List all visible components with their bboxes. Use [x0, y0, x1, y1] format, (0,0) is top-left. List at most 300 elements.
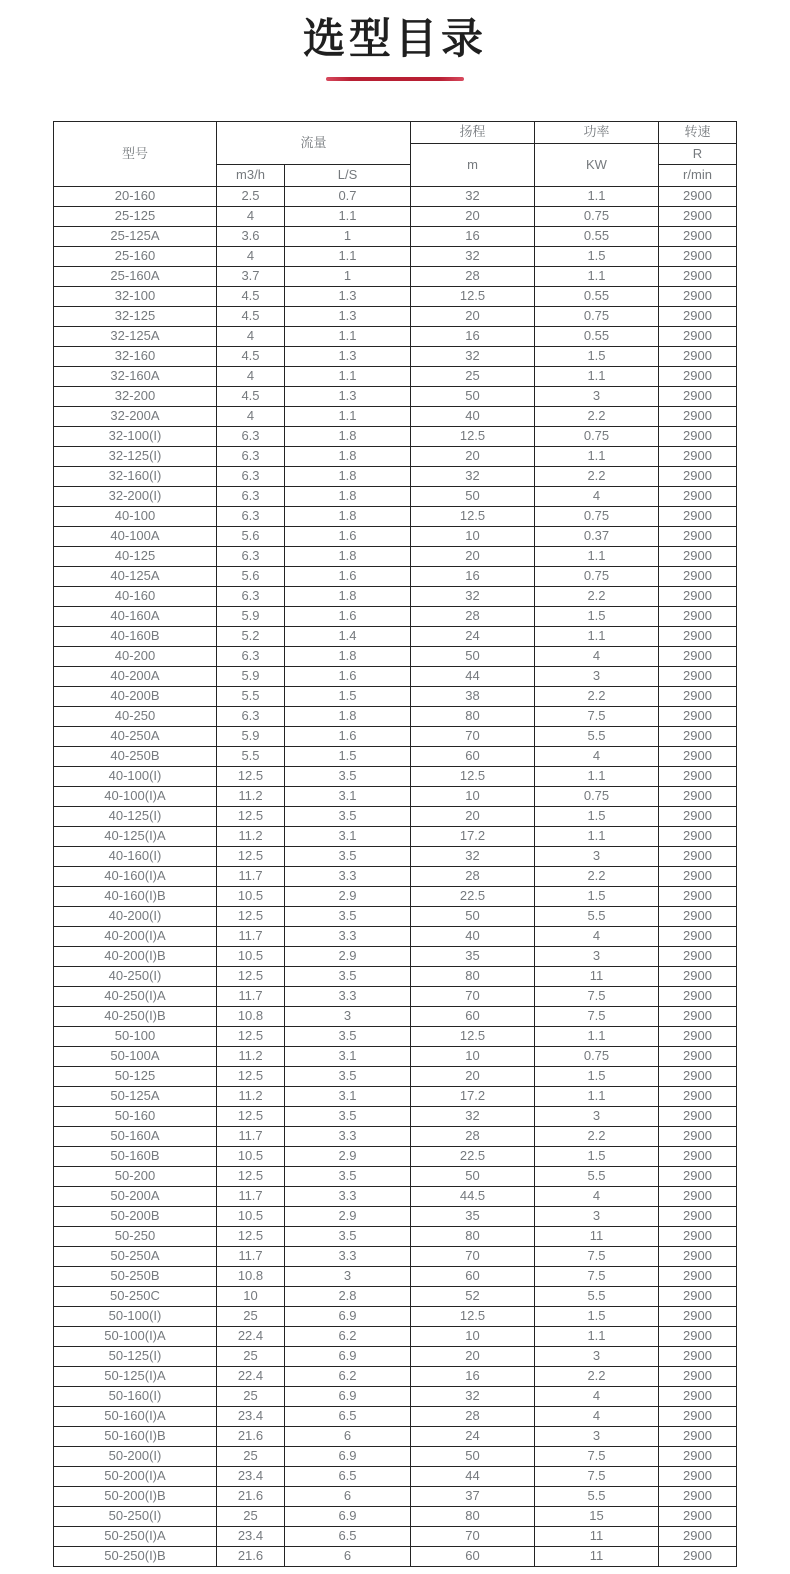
model-cell: 40-250A — [53, 727, 216, 747]
value-cell: 70 — [411, 987, 535, 1007]
model-cell: 40-200 — [53, 647, 216, 667]
value-cell: 44.5 — [411, 1187, 535, 1207]
value-cell: 4 — [535, 927, 659, 947]
model-cell: 40-200(I)A — [53, 927, 216, 947]
table-row — [53, 807, 736, 827]
value-cell: 6.3 — [216, 427, 284, 447]
table-row — [53, 387, 736, 407]
value-cell: 2.9 — [284, 1207, 410, 1227]
table-row — [53, 267, 736, 287]
value-cell: 6.3 — [216, 587, 284, 607]
value-cell: 1.1 — [284, 247, 410, 267]
value-cell: 4 — [535, 1187, 659, 1207]
value-cell: 28 — [411, 607, 535, 627]
value-cell: 1.5 — [535, 807, 659, 827]
value-cell: 21.6 — [216, 1427, 284, 1447]
table-row — [53, 907, 736, 927]
value-cell: 1.1 — [535, 1087, 659, 1107]
value-cell: 2900 — [659, 1267, 737, 1287]
table-row — [53, 507, 736, 527]
value-cell: 2.2 — [535, 687, 659, 707]
model-cell: 32-125(I) — [53, 447, 216, 467]
value-cell: 1.8 — [284, 447, 410, 467]
value-cell: 10 — [411, 1327, 535, 1347]
value-cell: 2900 — [659, 747, 737, 767]
value-cell: 3 — [535, 1347, 659, 1367]
model-cell: 40-250(I)A — [53, 987, 216, 1007]
value-cell: 1.1 — [284, 207, 410, 227]
value-cell: 3.7 — [216, 267, 284, 287]
value-cell: 3.5 — [284, 1227, 410, 1247]
table-row — [53, 647, 736, 667]
value-cell: 4.5 — [216, 287, 284, 307]
value-cell: 12.5 — [216, 807, 284, 827]
value-cell: 2900 — [659, 1487, 737, 1507]
model-cell: 50-200B — [53, 1207, 216, 1227]
value-cell: 20 — [411, 447, 535, 467]
value-cell: 1 — [284, 267, 410, 287]
value-cell: 44 — [411, 1467, 535, 1487]
value-cell: 3.3 — [284, 927, 410, 947]
value-cell: 2900 — [659, 507, 737, 527]
value-cell: 1.3 — [284, 307, 410, 327]
table-row — [53, 667, 736, 687]
table-row — [53, 627, 736, 647]
value-cell: 1.1 — [535, 1327, 659, 1347]
value-cell: 0.55 — [535, 287, 659, 307]
value-cell: 3.1 — [284, 827, 410, 847]
value-cell: 3 — [535, 667, 659, 687]
table-row — [53, 1047, 736, 1067]
value-cell: 6.3 — [216, 447, 284, 467]
value-cell: 3 — [535, 1107, 659, 1127]
value-cell: 2900 — [659, 767, 737, 787]
value-cell: 20 — [411, 1067, 535, 1087]
model-cell: 32-125 — [53, 307, 216, 327]
value-cell: 12.5 — [216, 907, 284, 927]
value-cell: 0.75 — [535, 567, 659, 587]
value-cell: 2900 — [659, 647, 737, 667]
value-cell: 32 — [411, 1107, 535, 1127]
value-cell: 4.5 — [216, 347, 284, 367]
value-cell: 3.3 — [284, 1247, 410, 1267]
table-row — [53, 567, 736, 587]
value-cell: 12.5 — [216, 767, 284, 787]
value-cell: 6.9 — [284, 1347, 410, 1367]
value-cell: 32 — [411, 587, 535, 607]
value-cell: 10.5 — [216, 1147, 284, 1167]
value-cell: 1.5 — [535, 347, 659, 367]
model-cell: 25-125A — [53, 227, 216, 247]
table-row — [53, 1507, 736, 1527]
value-cell: 0.75 — [535, 307, 659, 327]
value-cell: 3.1 — [284, 787, 410, 807]
table-row — [53, 207, 736, 227]
value-cell: 2900 — [659, 827, 737, 847]
value-cell: 12.5 — [411, 1307, 535, 1327]
value-cell: 3.5 — [284, 967, 410, 987]
table-row — [53, 1367, 736, 1387]
value-cell: 60 — [411, 1267, 535, 1287]
title-underline — [326, 77, 464, 81]
value-cell: 2900 — [659, 1447, 737, 1467]
value-cell: 2900 — [659, 447, 737, 467]
value-cell: 2.2 — [535, 587, 659, 607]
value-cell: 1.5 — [535, 887, 659, 907]
value-cell: 0.7 — [284, 187, 410, 207]
model-cell: 50-200 — [53, 1167, 216, 1187]
value-cell: 3 — [535, 387, 659, 407]
table-row — [53, 947, 736, 967]
model-cell: 40-100A — [53, 527, 216, 547]
model-cell: 50-125 — [53, 1067, 216, 1087]
header-row-1 — [53, 122, 736, 144]
value-cell: 4 — [216, 367, 284, 387]
value-cell: 3.3 — [284, 1187, 410, 1207]
value-cell: 1.1 — [535, 547, 659, 567]
model-cell: 40-200(I) — [53, 907, 216, 927]
value-cell: 17.2 — [411, 827, 535, 847]
model-cell: 50-250(I)B — [53, 1547, 216, 1567]
value-cell: 6.2 — [284, 1327, 410, 1347]
value-cell: 22.5 — [411, 1147, 535, 1167]
value-cell: 1.5 — [535, 247, 659, 267]
value-cell: 1.6 — [284, 667, 410, 687]
value-cell: 20 — [411, 807, 535, 827]
model-cell: 40-160A — [53, 607, 216, 627]
value-cell: 2900 — [659, 287, 737, 307]
value-cell: 2900 — [659, 1227, 737, 1247]
value-cell: 6.5 — [284, 1407, 410, 1427]
table-row — [53, 847, 736, 867]
value-cell: 2900 — [659, 187, 737, 207]
value-cell: 32 — [411, 187, 535, 207]
table-row — [53, 987, 736, 1007]
model-cell: 50-125A — [53, 1087, 216, 1107]
value-cell: 2900 — [659, 487, 737, 507]
table-row — [53, 1427, 736, 1447]
model-cell: 40-250 — [53, 707, 216, 727]
table-row — [53, 727, 736, 747]
value-cell: 2900 — [659, 687, 737, 707]
value-cell: 10.8 — [216, 1007, 284, 1027]
value-cell: 1.5 — [535, 607, 659, 627]
value-cell: 3.5 — [284, 1067, 410, 1087]
value-cell: 38 — [411, 687, 535, 707]
value-cell: 2900 — [659, 1427, 737, 1447]
model-cell: 50-200(I)B — [53, 1487, 216, 1507]
value-cell: 1.1 — [535, 367, 659, 387]
value-cell: 25 — [216, 1507, 284, 1527]
table-row — [53, 247, 736, 267]
table-row — [53, 1447, 736, 1467]
value-cell: 3 — [284, 1007, 410, 1027]
value-cell: 1.8 — [284, 467, 410, 487]
value-cell: 70 — [411, 1247, 535, 1267]
table-row — [53, 687, 736, 707]
value-cell: 11.7 — [216, 1187, 284, 1207]
value-cell: 25 — [411, 367, 535, 387]
table-row — [53, 1527, 736, 1547]
page-title: 选型目录 — [302, 15, 487, 62]
value-cell: 1.1 — [284, 407, 410, 427]
model-cell: 20-160 — [53, 187, 216, 207]
value-cell: 2900 — [659, 847, 737, 867]
value-cell: 5.5 — [216, 687, 284, 707]
value-cell: 2.2 — [535, 1367, 659, 1387]
value-cell: 2.8 — [284, 1287, 410, 1307]
model-cell: 50-160(I)B — [53, 1427, 216, 1447]
value-cell: 0.37 — [535, 527, 659, 547]
value-cell: 2900 — [659, 1407, 737, 1427]
model-cell: 50-100A — [53, 1047, 216, 1067]
value-cell: 32 — [411, 247, 535, 267]
value-cell: 22.4 — [216, 1367, 284, 1387]
value-cell: 1.1 — [535, 187, 659, 207]
pump-spec-table — [53, 121, 737, 1567]
model-cell: 32-100(I) — [53, 427, 216, 447]
value-cell: 2900 — [659, 267, 737, 287]
model-cell: 25-160 — [53, 247, 216, 267]
header-speed-r: R — [659, 144, 737, 165]
value-cell: 4.5 — [216, 307, 284, 327]
value-cell: 1.4 — [284, 627, 410, 647]
value-cell: 4.5 — [216, 387, 284, 407]
value-cell: 7.5 — [535, 1247, 659, 1267]
value-cell: 5.5 — [535, 1487, 659, 1507]
value-cell: 1.1 — [535, 627, 659, 647]
table-row — [53, 307, 736, 327]
value-cell: 6.5 — [284, 1467, 410, 1487]
value-cell: 16 — [411, 1367, 535, 1387]
value-cell: 2900 — [659, 1307, 737, 1327]
table-row — [53, 967, 736, 987]
value-cell: 32 — [411, 847, 535, 867]
value-cell: 3.1 — [284, 1047, 410, 1067]
value-cell: 7.5 — [535, 987, 659, 1007]
value-cell: 2900 — [659, 347, 737, 367]
value-cell: 24 — [411, 1427, 535, 1447]
value-cell: 60 — [411, 1547, 535, 1567]
table-row — [53, 887, 736, 907]
table-row — [53, 767, 736, 787]
value-cell: 1.8 — [284, 507, 410, 527]
value-cell: 1.5 — [535, 1067, 659, 1087]
value-cell: 0.75 — [535, 427, 659, 447]
value-cell: 2900 — [659, 727, 737, 747]
value-cell: 11.7 — [216, 1127, 284, 1147]
value-cell: 3.5 — [284, 807, 410, 827]
table-row — [53, 227, 736, 247]
value-cell: 4 — [216, 327, 284, 347]
value-cell: 3 — [535, 847, 659, 867]
model-cell: 50-200A — [53, 1187, 216, 1207]
value-cell: 7.5 — [535, 1007, 659, 1027]
model-cell: 50-250(I) — [53, 1507, 216, 1527]
value-cell: 6 — [284, 1547, 410, 1567]
value-cell: 3.3 — [284, 987, 410, 1007]
value-cell: 2900 — [659, 1187, 737, 1207]
value-cell: 10 — [411, 1047, 535, 1067]
value-cell: 25 — [216, 1447, 284, 1467]
value-cell: 80 — [411, 967, 535, 987]
value-cell: 0.75 — [535, 207, 659, 227]
value-cell: 2900 — [659, 427, 737, 447]
value-cell: 2.9 — [284, 947, 410, 967]
value-cell: 2900 — [659, 227, 737, 247]
value-cell: 25 — [216, 1347, 284, 1367]
value-cell: 12.5 — [411, 427, 535, 447]
table-row — [53, 367, 736, 387]
value-cell: 37 — [411, 1487, 535, 1507]
header-speed: 转速 — [659, 122, 737, 144]
value-cell: 2900 — [659, 387, 737, 407]
value-cell: 2900 — [659, 1527, 737, 1547]
model-cell: 32-125A — [53, 327, 216, 347]
value-cell: 23.4 — [216, 1467, 284, 1487]
value-cell: 28 — [411, 267, 535, 287]
value-cell: 6.3 — [216, 647, 284, 667]
value-cell: 1.8 — [284, 647, 410, 667]
value-cell: 7.5 — [535, 1447, 659, 1467]
value-cell: 16 — [411, 567, 535, 587]
value-cell: 23.4 — [216, 1527, 284, 1547]
value-cell: 2.9 — [284, 887, 410, 907]
header-flow: 流量 — [216, 122, 410, 165]
table-row — [53, 447, 736, 467]
value-cell: 11 — [535, 1227, 659, 1247]
model-cell: 50-200(I)A — [53, 1467, 216, 1487]
value-cell: 17.2 — [411, 1087, 535, 1107]
table-row — [53, 547, 736, 567]
model-cell: 32-160(I) — [53, 467, 216, 487]
model-cell: 40-200(I)B — [53, 947, 216, 967]
value-cell: 28 — [411, 1407, 535, 1427]
table-row — [53, 1107, 736, 1127]
value-cell: 3.5 — [284, 847, 410, 867]
value-cell: 6.3 — [216, 487, 284, 507]
value-cell: 4 — [535, 647, 659, 667]
value-cell: 2900 — [659, 307, 737, 327]
table-row — [53, 1267, 736, 1287]
value-cell: 11 — [535, 1547, 659, 1567]
value-cell: 3 — [284, 1267, 410, 1287]
value-cell: 2900 — [659, 947, 737, 967]
header-speed-unit: r/min — [659, 165, 737, 187]
value-cell: 2900 — [659, 367, 737, 387]
value-cell: 24 — [411, 627, 535, 647]
value-cell: 11.7 — [216, 927, 284, 947]
value-cell: 1.1 — [535, 827, 659, 847]
value-cell: 11.7 — [216, 1247, 284, 1267]
model-cell: 32-200(I) — [53, 487, 216, 507]
value-cell: 12.5 — [216, 1227, 284, 1247]
table-row — [53, 287, 736, 307]
value-cell: 1.8 — [284, 427, 410, 447]
table-row — [53, 607, 736, 627]
value-cell: 28 — [411, 1127, 535, 1147]
model-cell: 40-250(I)B — [53, 1007, 216, 1027]
value-cell: 5.9 — [216, 727, 284, 747]
value-cell: 3 — [535, 947, 659, 967]
header-power: 功率 — [535, 122, 659, 144]
value-cell: 2900 — [659, 1387, 737, 1407]
table-row — [53, 827, 736, 847]
value-cell: 1.1 — [535, 1027, 659, 1047]
value-cell: 20 — [411, 307, 535, 327]
value-cell: 11.7 — [216, 867, 284, 887]
value-cell: 80 — [411, 1507, 535, 1527]
value-cell: 7.5 — [535, 1467, 659, 1487]
table-body — [53, 187, 736, 1567]
model-cell: 50-250C — [53, 1287, 216, 1307]
value-cell: 3.5 — [284, 907, 410, 927]
value-cell: 6.5 — [284, 1527, 410, 1547]
value-cell: 2900 — [659, 1007, 737, 1027]
value-cell: 22.4 — [216, 1327, 284, 1347]
value-cell: 0.55 — [535, 227, 659, 247]
value-cell: 3.3 — [284, 867, 410, 887]
value-cell: 25 — [216, 1307, 284, 1327]
value-cell: 7.5 — [535, 707, 659, 727]
value-cell: 10.5 — [216, 947, 284, 967]
value-cell: 3.5 — [284, 1167, 410, 1187]
table-row — [53, 467, 736, 487]
model-cell: 50-125(I)A — [53, 1367, 216, 1387]
value-cell: 2900 — [659, 1027, 737, 1047]
value-cell: 2900 — [659, 807, 737, 827]
value-cell: 40 — [411, 407, 535, 427]
value-cell: 5.5 — [535, 727, 659, 747]
value-cell: 3 — [535, 1427, 659, 1447]
table-row — [53, 867, 736, 887]
model-cell: 50-160B — [53, 1147, 216, 1167]
value-cell: 3.5 — [284, 1027, 410, 1047]
value-cell: 50 — [411, 487, 535, 507]
table-row — [53, 1387, 736, 1407]
table-row — [53, 1247, 736, 1267]
value-cell: 2.2 — [535, 867, 659, 887]
catalog-page — [0, 15, 790, 1567]
value-cell: 10 — [411, 787, 535, 807]
value-cell: 3.5 — [284, 767, 410, 787]
value-cell: 12.5 — [411, 1027, 535, 1047]
table-row — [53, 1467, 736, 1487]
header-head-unit: m — [411, 144, 535, 187]
value-cell: 80 — [411, 707, 535, 727]
value-cell: 0.75 — [535, 507, 659, 527]
value-cell: 2.2 — [535, 407, 659, 427]
table-row — [53, 1207, 736, 1227]
model-cell: 50-100 — [53, 1027, 216, 1047]
model-cell: 50-160(I) — [53, 1387, 216, 1407]
model-cell: 50-250B — [53, 1267, 216, 1287]
table-row — [53, 347, 736, 367]
value-cell: 44 — [411, 667, 535, 687]
value-cell: 6.9 — [284, 1507, 410, 1527]
value-cell: 4 — [216, 207, 284, 227]
value-cell: 50 — [411, 1167, 535, 1187]
value-cell: 2900 — [659, 527, 737, 547]
model-cell: 50-250A — [53, 1247, 216, 1267]
value-cell: 0.75 — [535, 1047, 659, 1067]
table-row — [53, 327, 736, 347]
value-cell: 1.6 — [284, 567, 410, 587]
value-cell: 6.9 — [284, 1387, 410, 1407]
value-cell: 3.5 — [284, 1107, 410, 1127]
table-row — [53, 1547, 736, 1567]
value-cell: 6 — [284, 1427, 410, 1447]
